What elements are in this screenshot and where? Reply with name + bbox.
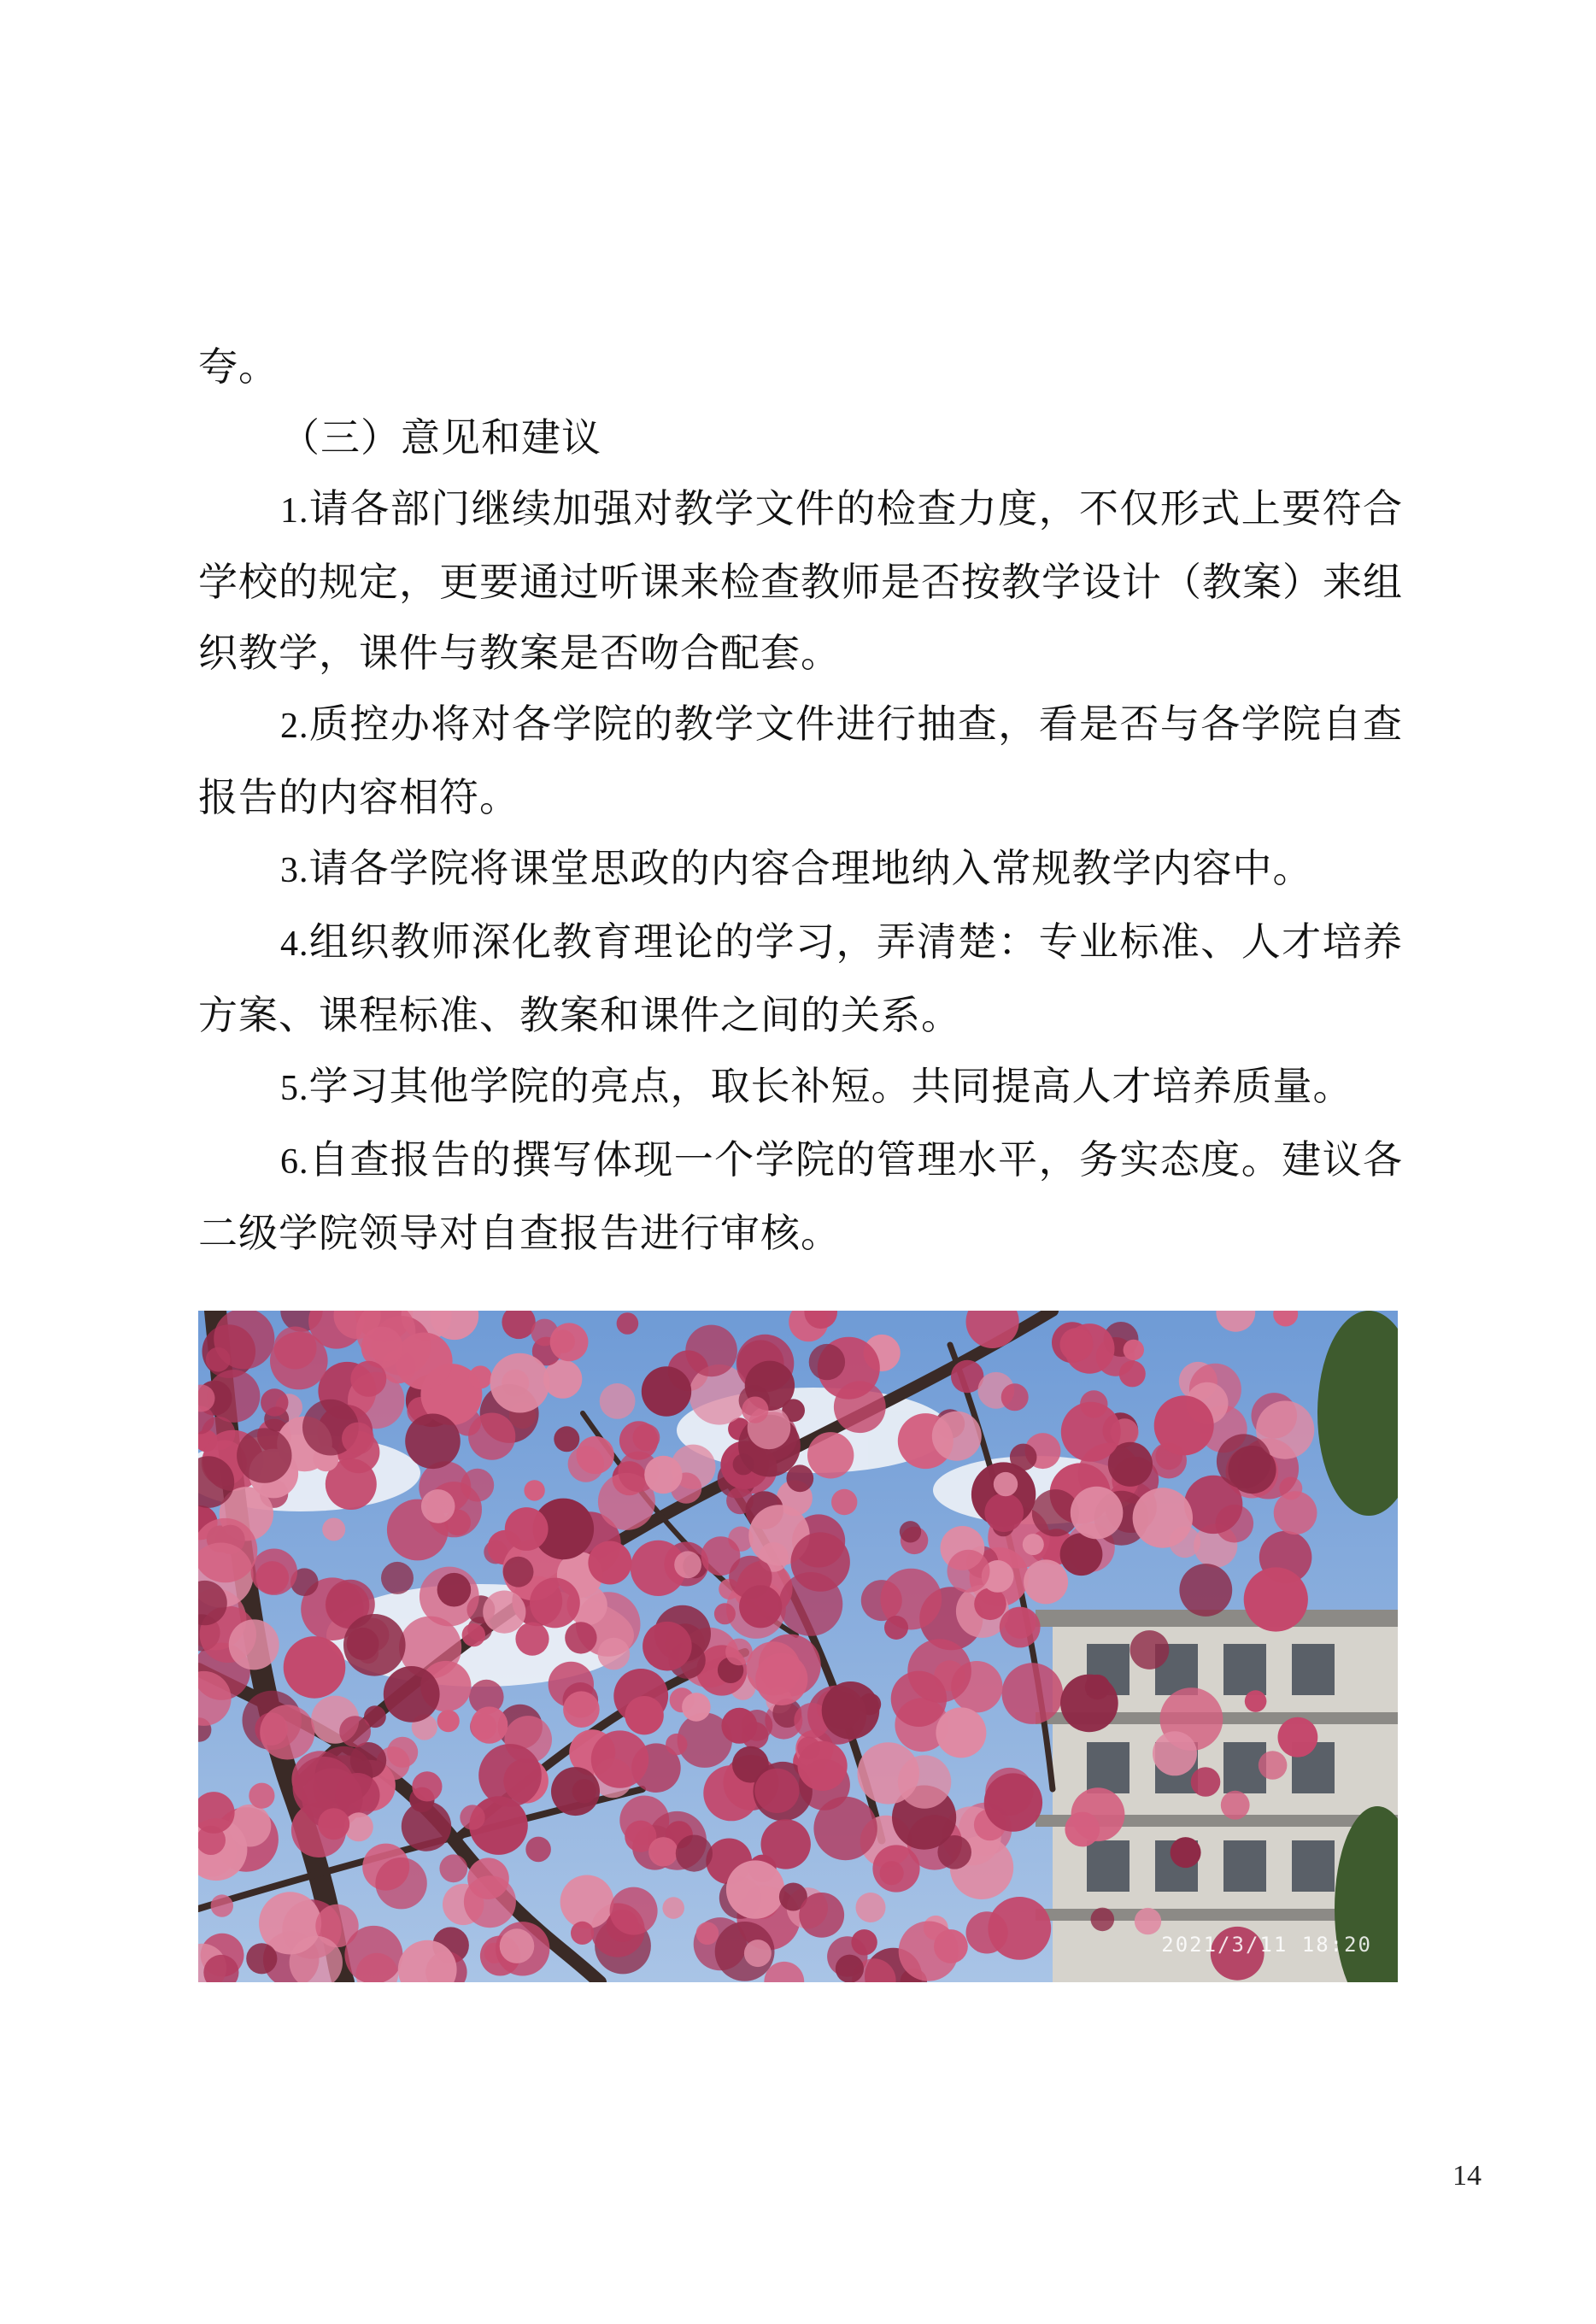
blossom-cluster (721, 1708, 757, 1744)
blossom-cluster (726, 1860, 784, 1918)
blossom-cluster (1023, 1534, 1044, 1555)
blossom-cluster (350, 1361, 386, 1397)
blossom-cluster (798, 1741, 848, 1791)
blossom-cluster (1000, 1607, 1041, 1648)
blossom-cluster (490, 1353, 550, 1413)
blossom-cluster (644, 1456, 682, 1494)
blossom-cluster (617, 1312, 639, 1335)
blossom-cluster (402, 1801, 451, 1851)
blossom-cluster (342, 1423, 374, 1455)
blossom-cluster (1278, 1717, 1318, 1758)
blossom-cluster (856, 1893, 886, 1922)
item-text: 自查报告的撰写体现一个学院的管理水平，务实态度。建议各二级学院领导对自查报告进行审核。 (198, 1136, 1403, 1256)
item-text: 请各部门继续加强对教学文件的检查力度，不仅形式上要符合学校的规定，更要通过听课来检查教师是否按教学设计（教案）来组织教学，课件与教案是否吻合配套。 (198, 485, 1403, 676)
blossom-cluster (274, 1327, 317, 1370)
blossom-cluster (530, 1578, 580, 1629)
blossom-cluster (251, 1549, 297, 1595)
blossom-cluster (405, 1414, 461, 1470)
blossom-cluster (563, 1691, 600, 1728)
blossom-cluster (744, 1940, 772, 1967)
blossom-cluster (550, 1323, 589, 1361)
continuation-line: 夸。 (198, 343, 279, 390)
blossom-cluster (682, 1693, 711, 1722)
blossom-cluster (1065, 1812, 1100, 1847)
blossom-cluster (1244, 1567, 1308, 1631)
blossom-cluster (1001, 1383, 1029, 1411)
blossom-cluster (344, 1926, 402, 1982)
item-text: 组织教师深化教育理论的学习，弄清楚：专业标准、人才培养方案、课程标准、教案和课件之间的关系。 (198, 918, 1403, 1038)
blossom-cluster (1061, 1402, 1121, 1462)
blossom-cluster (1124, 1340, 1144, 1360)
item-number: 5. (280, 1069, 309, 1108)
blossom-cluster (261, 1388, 288, 1416)
blossom-cluster (822, 1681, 880, 1740)
blossom-cluster (813, 1797, 877, 1860)
blossom-cluster (462, 1623, 485, 1646)
blossom-cluster (339, 1716, 371, 1747)
blossom-cluster (600, 1383, 636, 1419)
blossom-cluster (439, 1854, 467, 1882)
blossom-cluster (851, 1929, 877, 1955)
blossom-cluster (229, 1619, 279, 1670)
blossom-cluster (984, 1493, 1024, 1532)
blossom-cluster (643, 1622, 692, 1671)
blossom-cluster (984, 1773, 1042, 1831)
blossom-cluster (625, 1696, 663, 1734)
blossom-cluster (412, 1771, 442, 1801)
blossom-cluster (1135, 1908, 1161, 1934)
blossom-cluster (685, 1325, 737, 1377)
blossom-cluster (733, 1453, 754, 1475)
blossom-cluster (1010, 1444, 1037, 1471)
blossom-cluster (648, 1837, 678, 1866)
blossom-cluster (505, 1507, 549, 1551)
blossom-cluster (598, 1638, 631, 1670)
blossom-cluster (674, 1551, 701, 1578)
item-text: 学习其他学院的亮点，取长补短。共同提高人才培养质量。 (308, 1063, 1353, 1109)
blossom-cluster (1259, 1751, 1288, 1780)
blossom-cluster (437, 1710, 460, 1732)
blossom-cluster (525, 1837, 551, 1863)
blossom-cluster (554, 1426, 579, 1452)
blossom-cluster (948, 1550, 990, 1593)
blossom-cluster (898, 1755, 951, 1808)
cherry-blossom-photo (198, 1311, 1398, 1982)
blossom-cluster (799, 1893, 844, 1938)
blossom-cluster (1217, 1434, 1271, 1488)
blossom-cluster (437, 1573, 472, 1607)
blossom-cluster (633, 1424, 660, 1452)
blossom-cluster (1133, 1488, 1193, 1547)
blossom-cluster (742, 1397, 768, 1423)
blossom-cluster (809, 1344, 845, 1380)
blossom-cluster (974, 1588, 1006, 1621)
blossom-cluster (500, 1928, 535, 1963)
blossom-cluster (1060, 1675, 1118, 1733)
blossom-cluster (471, 1706, 508, 1743)
blossom-cluster (560, 1875, 614, 1929)
blossom-cluster (565, 1622, 596, 1653)
blossom-cluster (483, 1591, 525, 1634)
blossom-cluster (676, 1835, 713, 1872)
blossom-cluster (260, 1705, 314, 1759)
item-text: 请各学院将课堂思政的内容合理地纳入常规教学内容中。 (308, 845, 1313, 891)
blossom-cluster (343, 1614, 406, 1676)
photo-timestamp: 2021/3/11 18:20 (1161, 1933, 1372, 1957)
blossom-cluster (836, 1955, 864, 1982)
blossom-cluster (322, 1518, 345, 1541)
blossom-cluster (1002, 1663, 1064, 1724)
blossom-cluster (375, 1857, 426, 1909)
blossom-cluster (899, 1922, 959, 1981)
blossom-cluster (994, 1472, 1018, 1496)
blossom-cluster (515, 1623, 549, 1656)
blossom-cluster (725, 1639, 753, 1666)
blossom-cluster (932, 1411, 982, 1461)
page-number: 14 (1452, 2160, 1482, 2192)
blossom-cluster (642, 1366, 691, 1416)
blossom-cluster (662, 1897, 684, 1919)
blossom-cluster (884, 1616, 908, 1640)
item-number: 2. (280, 707, 309, 746)
blossom-cluster (666, 1734, 687, 1755)
list-item (198, 689, 1403, 833)
blossom-cluster (1060, 1533, 1103, 1576)
blossom-cluster (791, 1532, 850, 1591)
blossom-cluster (1221, 1791, 1250, 1820)
blossom-cluster (284, 1636, 346, 1699)
blossom-cluster (318, 1808, 349, 1840)
blossom-cluster (381, 1562, 414, 1594)
blossom-cluster (1274, 1491, 1317, 1535)
blossom-cluster (1191, 1767, 1221, 1797)
item-number: 6. (280, 1142, 309, 1182)
blossom-cluster (1153, 1731, 1197, 1775)
blossom-cluster (936, 1707, 986, 1758)
blossom-cluster (206, 1347, 231, 1372)
list-item (198, 473, 1403, 689)
blossom-cluster (900, 1521, 921, 1542)
blossom-cluster (246, 1943, 277, 1974)
blossom-cluster (237, 1428, 291, 1482)
blossom-cluster (384, 1666, 440, 1722)
blossom-cluster (1130, 1630, 1170, 1670)
list-item (198, 1124, 1403, 1269)
blossom-cluster (1071, 1487, 1124, 1540)
item-number: 1. (280, 491, 309, 531)
blossom-cluster (880, 1861, 904, 1885)
blossom-cluster (211, 1894, 233, 1916)
blossom-cluster (714, 1603, 736, 1624)
blossom-cluster (1060, 1328, 1094, 1361)
blossom-cluster (467, 1857, 509, 1899)
blossom-cluster (755, 1653, 807, 1705)
blossom-cluster (468, 1413, 515, 1460)
blossom-cluster (937, 1835, 971, 1869)
blossom-cluster (503, 1557, 534, 1587)
blossom-cluster (739, 1585, 782, 1628)
blossom-cluster (1171, 1837, 1201, 1868)
blossom-cluster (460, 1805, 484, 1829)
blossom-cluster (1179, 1564, 1232, 1617)
blossom-cluster (591, 1730, 648, 1787)
blossom-cluster (1245, 1690, 1267, 1712)
photo-illustration (198, 1311, 1398, 1982)
blossom-cluster (696, 1922, 719, 1945)
blossom-cluster (568, 1446, 604, 1482)
list-item (198, 907, 1403, 1051)
body-text (198, 332, 1403, 1269)
blossom-cluster (786, 1464, 813, 1492)
blossom-cluster (610, 1887, 658, 1935)
blossom-cluster (1091, 1908, 1115, 1932)
blossom-cluster (831, 1489, 857, 1515)
blossom-cluster (891, 1671, 947, 1727)
blossom-cluster (966, 1911, 1008, 1953)
blossom-cluster (588, 1541, 631, 1585)
blossom-cluster (571, 1922, 594, 1945)
blossom-cluster (249, 1783, 274, 1809)
blossom-cluster (469, 1365, 492, 1388)
blossom-cluster (461, 1469, 494, 1502)
list-item (198, 1051, 1403, 1124)
blossom-cluster (754, 1769, 799, 1813)
blossom-cluster (807, 1432, 854, 1478)
item-text: 质控办将对各学院的教学文件进行抽查，看是否与各学院自查报告的内容相符。 (198, 701, 1403, 820)
section-heading: （三）意见和建议 (280, 414, 601, 461)
item-number: 4. (280, 924, 309, 964)
blossom-cluster (551, 1767, 600, 1816)
blossom-cluster (1024, 1559, 1068, 1604)
blossom-cluster (1154, 1395, 1214, 1455)
item-number: 3. (280, 851, 309, 890)
blossom-cluster (421, 1489, 455, 1523)
list-item (198, 833, 1403, 907)
blossom-cluster (761, 1819, 811, 1869)
blossom-cluster (524, 1480, 544, 1500)
blossom-cluster (478, 1744, 542, 1807)
